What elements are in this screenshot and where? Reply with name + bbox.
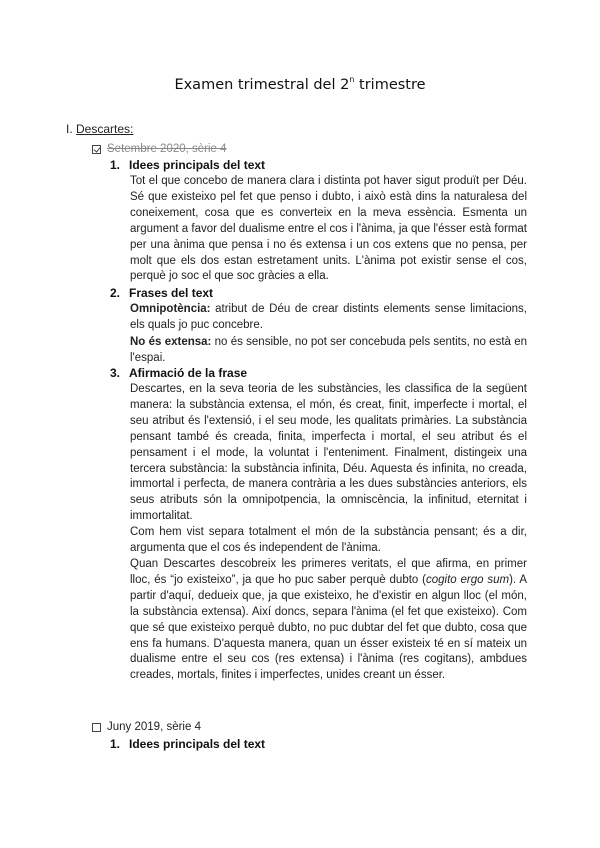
answer-paragraph: Descartes, en la seva teoria de les substàncies, les classifica de la següent manera: la substància extensa, el món, és creat, finit, imperfecte i mortal, el seu atribut és l'extensió, i el seu mode, les qualitats primàries. La substància pensant també és creada, finita, imperfecta i mortal, el seu atribut és el pensament i el mode, la voluntat i l'enteniment. Finalment, distingeix una tercera substància: la substància infinita, Déu. Aquesta és infinita, no creada, immortal i perfecta, de manera contrària a les dues substàncies anteriors, els seus atributs són la omnipotpencia, la omniscència, la infinitud, eternitat i immortalitat. bbox=[130, 383, 527, 523]
definition-term: Omnipotència: bbox=[130, 303, 211, 315]
question-title: Idees principals del text bbox=[129, 158, 266, 172]
definition-text: no és sensible, no pot ser concebuda pels sentits, no està en l'espai. bbox=[130, 336, 527, 364]
section-number: I. bbox=[66, 122, 73, 136]
section-heading bbox=[66, 122, 133, 136]
section-label: Descartes: bbox=[76, 122, 134, 136]
page-title bbox=[0, 75, 600, 93]
definition-text: atribut de Déu de crear distints elements sense limitacions, els quals jo puc concebre. bbox=[130, 303, 527, 331]
answer-text-block bbox=[130, 382, 527, 684]
answer-paragraph bbox=[130, 557, 527, 684]
title-text-end: trimestre bbox=[354, 77, 426, 93]
paragraph-text: Quan Descartes descobreix les primeres veritats, el que afirma, en primer lloc, és “jo existeixo”, ja que ho puc saber perquè dubto ( bbox=[130, 557, 527, 586]
paragraph-text: ). A partir d'aquí, dedueix que, ja que existeixo, he d'existir en algun lloc (el món, la substància extensa). Així doncs, separa l'ànima (el fet que existeixo). Com que sé que existeixo perquè dubto, no puc dubtar del fet que dubto, cosa que ens fa humans. D'aquesta manera, quan un ésser existeix té en sí mateix un dualisme entre el seu cos (res extensa) i l'ànima (res cogitans), ambdues creades, mortals, finites i imperfectes, unides creant un ésser. bbox=[130, 573, 527, 682]
answer-text-block bbox=[130, 335, 527, 367]
question-number: 2. bbox=[110, 286, 121, 300]
exam-label: Juny 2019, sèrie 4 bbox=[107, 721, 201, 733]
question-number: 1. bbox=[110, 158, 121, 172]
answer-paragraph: Com hem vist separa totalment el món de la substància pensant; és a dir, argumenta que el cos és independent de l'ànima. bbox=[130, 526, 527, 555]
question-heading bbox=[110, 286, 213, 300]
answer-text-block bbox=[130, 302, 527, 334]
question-title: Frases del text bbox=[129, 286, 214, 300]
question-number: 3. bbox=[110, 366, 121, 380]
exam-item-juny-2019 bbox=[92, 721, 201, 733]
title-text: Examen trimestral del 2 bbox=[174, 77, 350, 93]
exam-item-setembre-2020 bbox=[92, 143, 227, 155]
checked-checkbox-icon[interactable] bbox=[92, 145, 101, 154]
title-superscript: n bbox=[349, 75, 355, 84]
question-title: Afirmació de la frase bbox=[129, 366, 248, 380]
definition-paragraph bbox=[130, 335, 527, 367]
question-heading bbox=[110, 737, 265, 751]
question-heading bbox=[110, 158, 265, 172]
question-number: 1. bbox=[110, 737, 121, 751]
question-title: Idees principals del text bbox=[129, 737, 266, 751]
exam-label: Setembre 2020, sèrie 4 bbox=[107, 143, 227, 155]
definition-term: No és extensa: bbox=[130, 336, 212, 348]
unchecked-checkbox-icon[interactable] bbox=[92, 723, 101, 732]
answer-paragraph: Tot el que concebo de manera clara i distinta pot haver sigut produït per Déu. Sé que existeixo pel fet que penso i dubto, i això està dins la naturalesa del coneixement, cosa que es converteix en la meva essència. Esmenta un argument a favor del dualisme entre el cos i l'ànima, ja que l'ésser està format per una ànima que pensa i no és extensa i un cos extens que no pensa, per molt que els dos estan estretament units. L'ànima pot existir sense el cos, perquè jo soc el que soc gràcies a ella. bbox=[130, 175, 527, 283]
definition-paragraph bbox=[130, 302, 527, 334]
question-heading bbox=[110, 366, 247, 380]
answer-text-block bbox=[130, 174, 527, 285]
latin-phrase: cogito ergo sum bbox=[425, 573, 510, 586]
